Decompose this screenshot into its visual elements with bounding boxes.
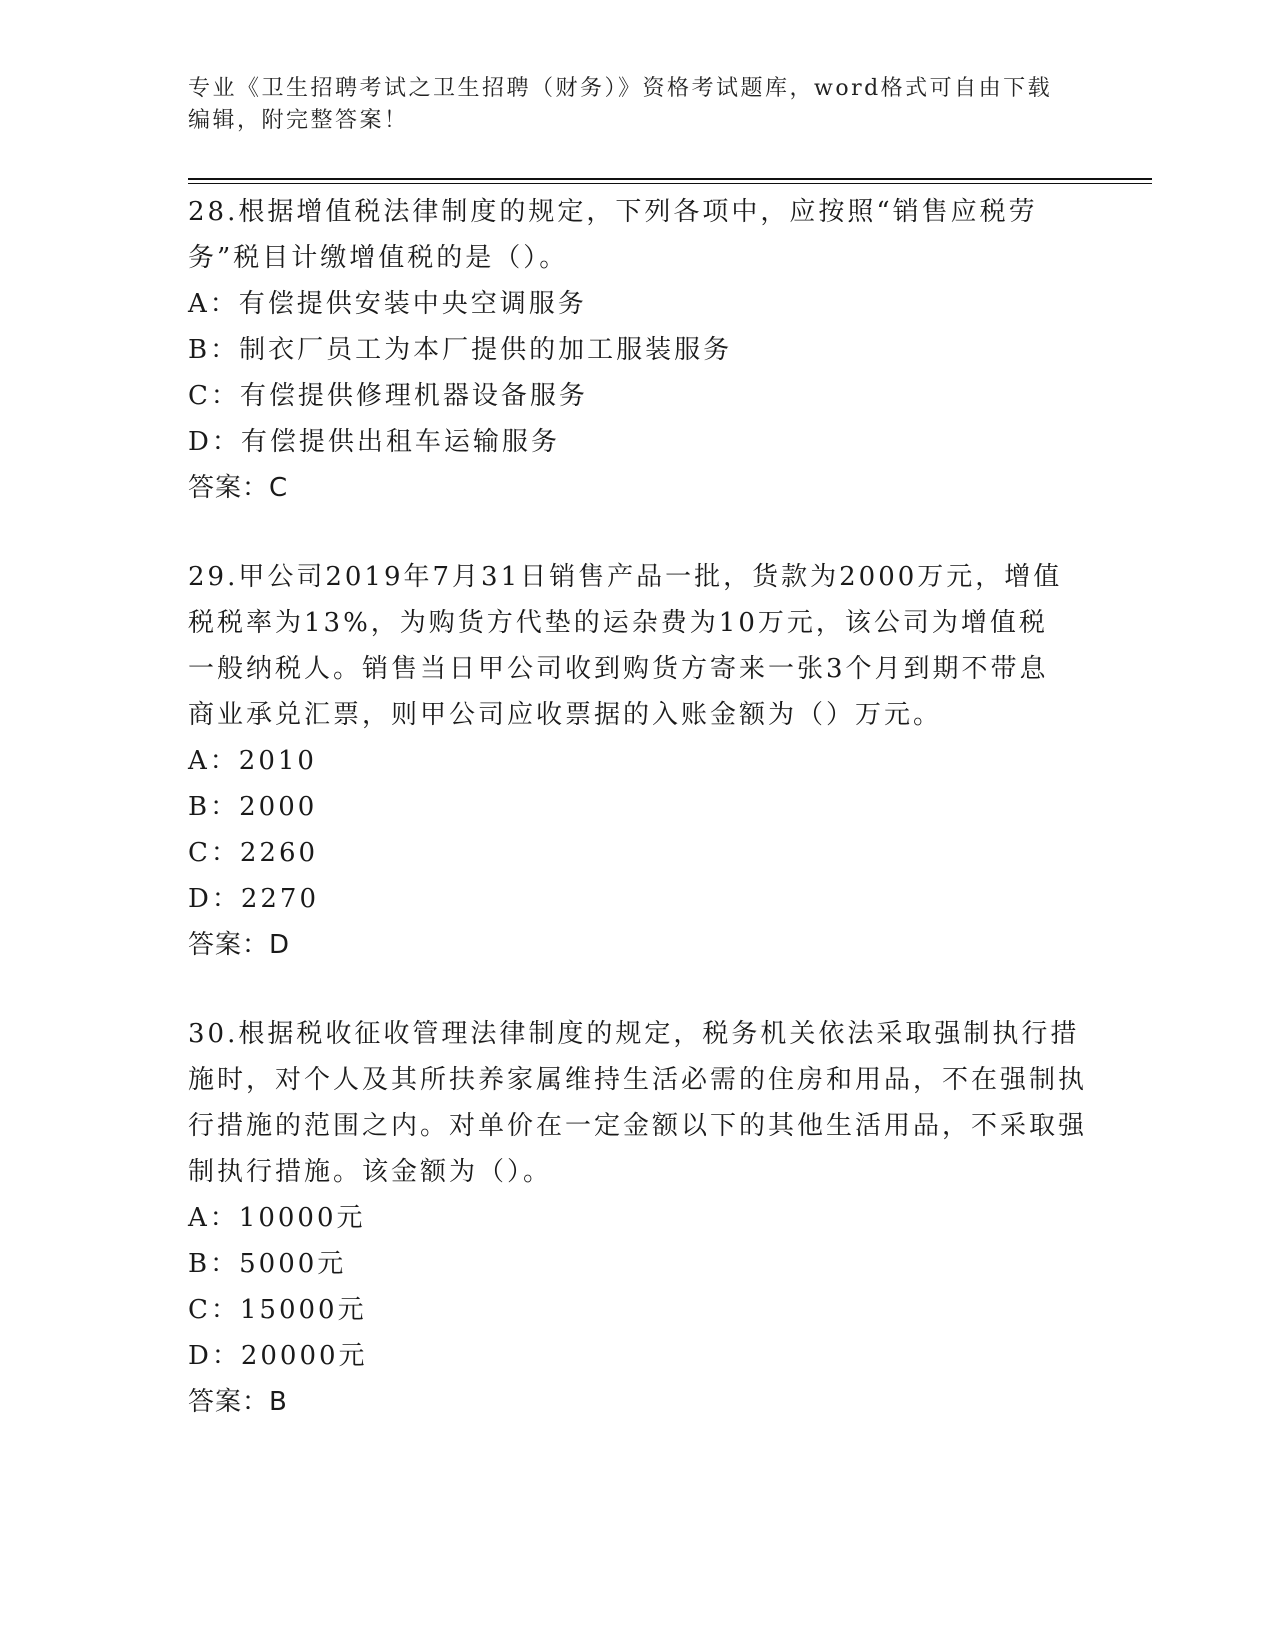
option-a: A：10000元 — [188, 1203, 366, 1233]
question-29 — [188, 554, 1068, 968]
header-divider-thick — [188, 178, 1152, 180]
answer-line: 答案：B — [188, 1387, 288, 1417]
option-a: A：2010 — [188, 746, 317, 776]
question-stem: 30.根据税收征收管理法律制度的规定，税务机关依法采取强制执行措施时，对个人及其所扶养家属维持生活必需的住房和用品，不在强制执行措施的范围之内。对单价在一定金额以下的其他生活用品，不采取强制执行措施。该金额为（）。 — [188, 1019, 1088, 1187]
option-d: D：20000元 — [188, 1341, 368, 1371]
option-a: A：有偿提供安装中央空调服务 — [188, 289, 587, 319]
option-b: B：2000 — [188, 792, 318, 822]
option-d: D：2270 — [188, 884, 320, 914]
question-30 — [188, 1011, 1088, 1425]
document-header: 专业《卫生招聘考试之卫生招聘（财务）》资格考试题库，word格式可自由下载编辑，附完整答案！ — [188, 76, 1053, 133]
answer-line: 答案：D — [188, 930, 291, 960]
option-d: D：有偿提供出租车运输服务 — [188, 427, 560, 457]
option-b: B：制衣厂员工为本厂提供的加工服装服务 — [188, 335, 733, 365]
option-c: C：15000元 — [188, 1295, 367, 1325]
question-28 — [188, 189, 1088, 511]
answer-line: 答案：C — [188, 473, 289, 503]
option-b: B：5000元 — [188, 1249, 347, 1279]
question-stem: 28.根据增值税法律制度的规定，下列各项中，应按照“销售应税劳务”税目计缴增值税的是（）。 — [188, 197, 1038, 273]
option-c: C：2260 — [188, 838, 319, 868]
option-c: C：有偿提供修理机器设备服务 — [188, 381, 588, 411]
question-stem: 29.甲公司2019年7月31日销售产品一批，货款为2000万元，增值税税率为13%，为购货方代垫的运杂费为10万元，该公司为增值税一般纳税人。销售当日甲公司收到购货方寄来一张3个月到期不带息商业承兑汇票，则甲公司应收票据的入账金额为（）万元。 — [188, 562, 1063, 730]
header-divider-thin — [188, 183, 1152, 184]
